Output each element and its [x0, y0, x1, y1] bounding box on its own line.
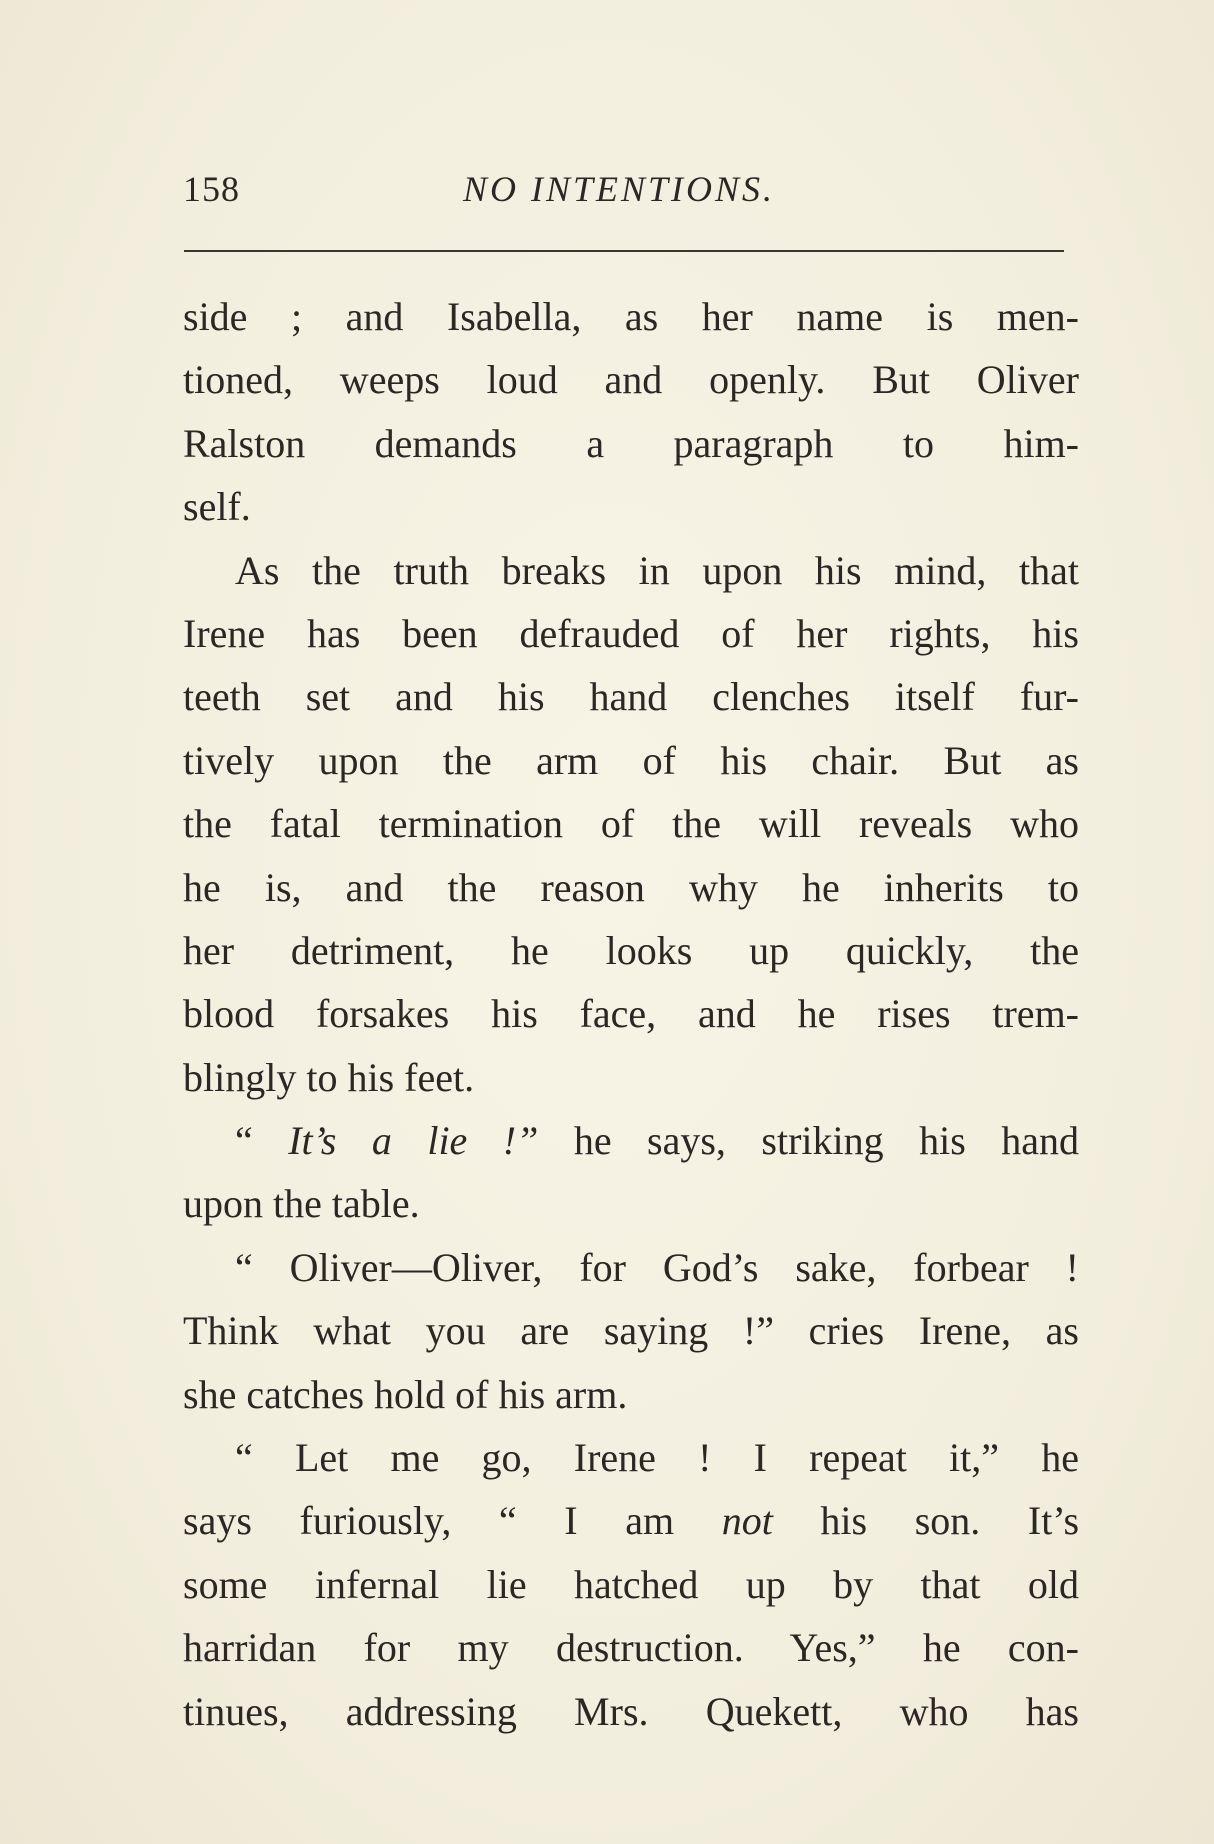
italic-word: not [721, 1498, 773, 1544]
running-title: NO INTENTIONS. [463, 169, 776, 209]
header-rule [184, 250, 1064, 252]
text-line: side ; and Isabella, as her name is men- [183, 294, 1079, 339]
text-line: teeth set and his hand clenches itself fur- [183, 674, 1079, 720]
text-line: he is, and the reason why he inherits to [183, 864, 1079, 910]
text-line: harridan for my destruction. Yes,” he con- [183, 1625, 1079, 1671]
text-span: says furiously, “ I am [183, 1498, 722, 1544]
text-line: blingly to his feet. [183, 1054, 475, 1100]
page-number: 158 [183, 169, 240, 209]
text-line: upon the table. [183, 1181, 420, 1227]
text-line [183, 1109, 1079, 1172]
page-header [183, 168, 1061, 220]
text-line: tioned, weeps loud and openly. But Oliver [183, 357, 1079, 403]
text-line: Irene has been defrauded of her rights, his [183, 610, 1079, 656]
text-span: he says, striking his hand [538, 1118, 1079, 1164]
text-line: As the truth breaks in upon his mind, that [235, 547, 1079, 593]
text-line [183, 1489, 1079, 1552]
text-line: her detriment, he looks up quickly, the [183, 927, 1079, 973]
text-line: some infernal lie hatched up by that old [183, 1561, 1079, 1607]
text-line: self. [183, 484, 251, 530]
italic-phrase: It’s a lie !” [288, 1118, 539, 1164]
text-line: the fatal termination of the will reveals who [183, 801, 1079, 847]
text-line: blood forsakes his face, and he rises trem- [183, 991, 1079, 1037]
text-span: his son. It’s [772, 1498, 1080, 1544]
open-quote: “ [235, 1118, 289, 1164]
text-line: tinues, addressing Mrs. Quekett, who has [183, 1688, 1079, 1734]
text-line: Think what you are saying !” cries Irene, as [183, 1308, 1079, 1354]
text-line: Ralston demands a paragraph to him- [183, 420, 1079, 466]
body-text [183, 285, 1079, 1743]
text-line: “ Oliver—Oliver, for God’s sake, forbear ! [235, 1244, 1079, 1290]
text-line: “ Let me go, Irene ! I repeat it,” he [235, 1435, 1079, 1481]
text-line: she catches hold of his arm. [183, 1371, 628, 1417]
text-line: tively upon the arm of his chair. But as [183, 737, 1079, 783]
